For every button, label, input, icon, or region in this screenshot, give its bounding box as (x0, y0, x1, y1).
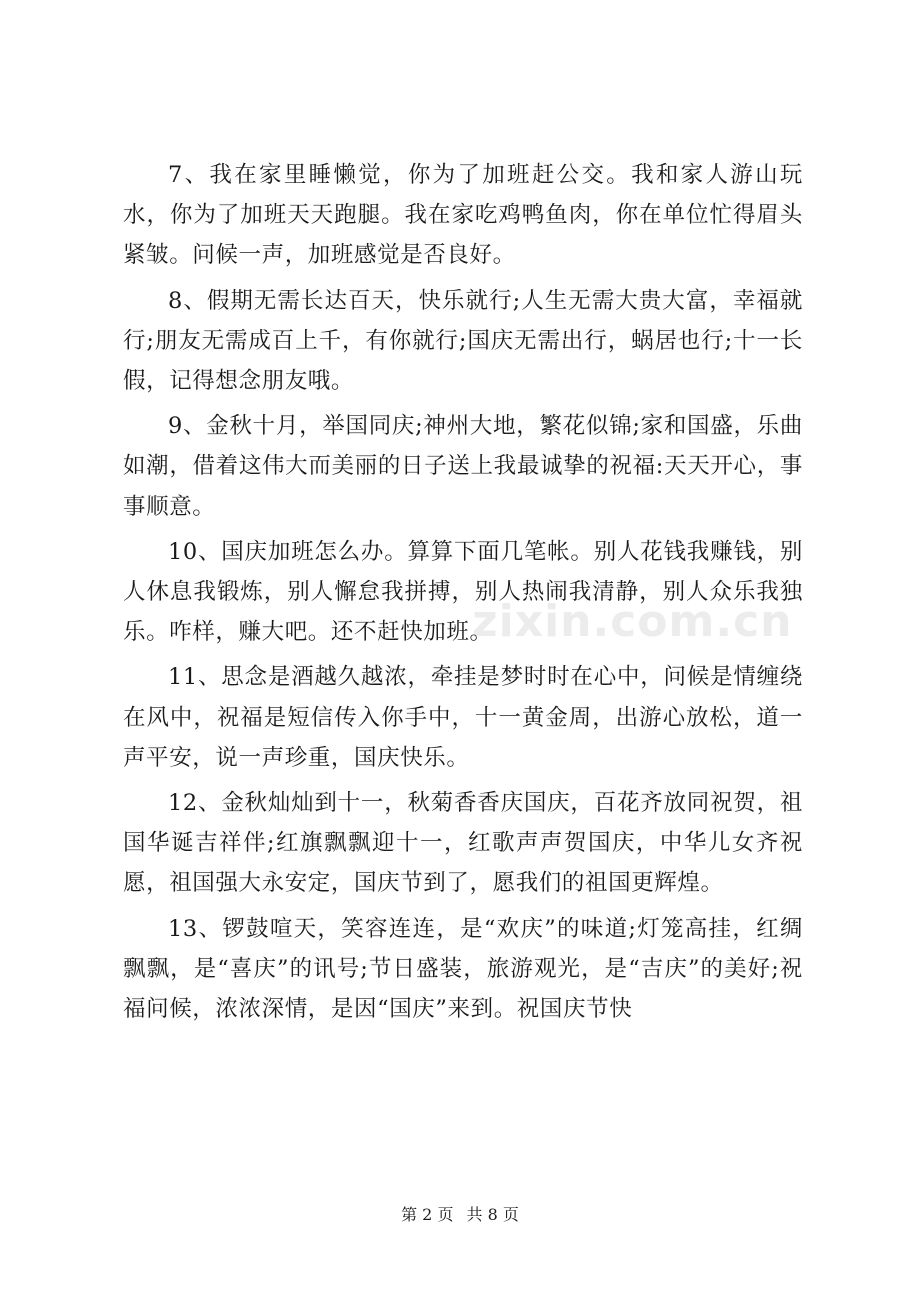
page-total: 共 8 页 (466, 1205, 519, 1224)
page-footer (0, 1202, 920, 1225)
paragraph-11: 11、思念是酒越久越浓，牵挂是梦时时在心中，问候是情缠绕在风中，祝福是短信传入你手中，十一黄金周，出游心放松，道一声平安，说一声珍重，国庆快乐。 (123, 664, 803, 771)
paragraph-10: 10、国庆加班怎么办。算算下面几笔帐。别人花钱我赚钱，别人休息我锻炼，别人懈怠我拼搏，别人热闹我清静，别人众乐我独乐。咋样，赚大吧。还不赶快加班。 (123, 538, 803, 646)
paragraph-8: 8、假期无需长达百天，快乐就行;人生无需大贵大富，幸福就行;朋友无需成百上千，有你就行;国庆无需出行，蜗居也行;十一长假，记得想念朋友哦。 (123, 287, 803, 395)
paragraph-7: 7、我在家里睡懒觉，你为了加班赶公交。我和家人游山玩水，你为了加班天天跑腿。我在家吃鸡鸭鱼肉，你在单位忙得眉头紧皱。问候一声，加班感觉是否良好。 (123, 162, 803, 269)
document-body (123, 155, 803, 1029)
paragraph-12: 12、金秋灿灿到十一，秋菊香香庆国庆，百花齐放同祝贺，祖国华诞吉祥伴;红旗飘飘迎十一，红歌声声贺国庆，中华儿女齐祝愿，祖国强大永安定，国庆节到了，愿我们的祖国更辉煌。 (123, 790, 803, 897)
page-number: 第 2 页 (401, 1205, 454, 1224)
paragraph-13: 13、锣鼓喧天，笑容连连，是“欢庆”的味道;灯笼高挂，红绸飘飘，是“喜庆”的讯号;节日盛装，旅游观光，是“吉庆”的美好;祝福问候，浓浓深情，是因“国庆”来到。祝国庆节快 (123, 915, 803, 1023)
paragraph-9: 9、金秋十月，举国同庆;神州大地，繁花似锦;家和国盛，乐曲如潮，借着这伟大而美丽的日子送上我最诚挚的祝福:天天开心，事事顺意。 (123, 413, 803, 520)
watermark: zixin.com.cn (472, 596, 793, 647)
